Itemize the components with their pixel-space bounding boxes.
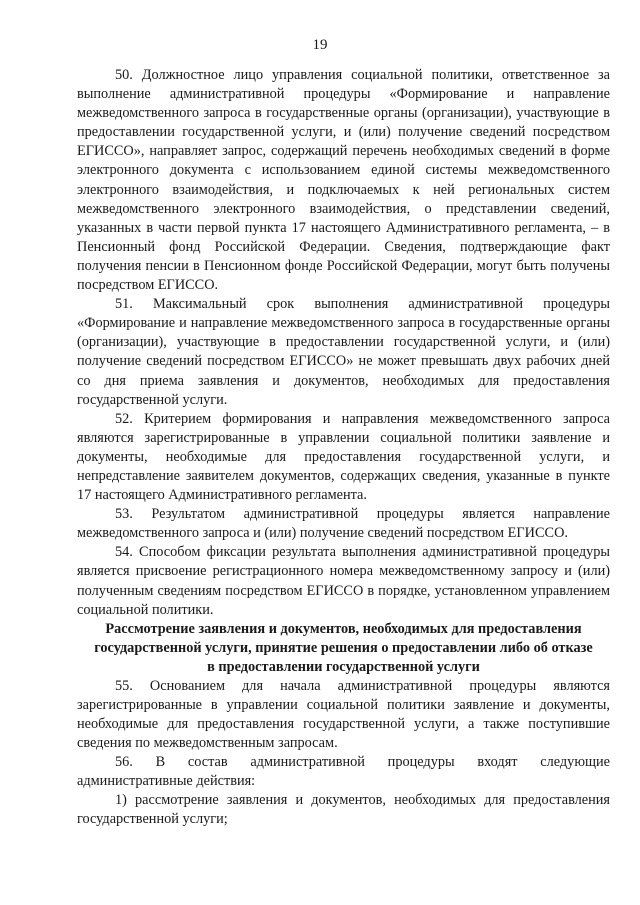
document-body: [77, 66, 610, 829]
paragraph-51: 51. Максимальный срок выполнения административной процедуры «Формирование и направление межведомственного запроса в государственные органы (организации), участвующие в предоставлении государственной услуги, и (или) получение сведений посредством ЕГИССО» не может превышать двух рабочих дней со дня приема заявления и документов, необходимых для предоставления государственной услуги.: [77, 296, 610, 408]
section-heading: [77, 620, 610, 677]
page-number: 19: [312, 37, 328, 53]
list-item-1: 1) рассмотрение заявления и документов, необходимых для предоставления государственной услуги;: [77, 792, 610, 828]
paragraph-50: 50. Должностное лицо управления социальной политики, ответственное за выполнение административной процедуры «Формирование и направление межведомственного запроса в государственные органы (организации), участвующие в предоставлении государственной услуги, и (или) получение сведений посредством ЕГИССО», направляет запрос, содержащий перечень необходимых сведений в форме электронного документа с использованием единой системы межведомственного электронного взаимодействия, и подключаемых к ней региональных систем межведомственного электронного взаимодействия, о представлении сведений, указанных в части первой пункта 17 настоящего Административного регламента, – в Пенсионный фонд Российской Федерации. Сведения, подтверждающие факт получения пенсии в Пенсионном фонде Российской Федерации, могут быть получены посредством ЕГИССО.: [77, 67, 610, 294]
section-heading-line-2: государственной услуги, принятие решения о предоставлении либо об отказе: [94, 639, 593, 656]
paragraph-52: 52. Критерием формирования и направления межведомственного запроса являются зарегистрированные в управлении социальной политики заявление и документы, необходимые для предоставления государственной услуги, и непредставление заявителем документов, содержащих сведения, указанные в пункте 17 настоящего Административного регламента.: [77, 410, 610, 504]
paragraph-53: 53. Результатом административной процедуры является направление межведомственного запроса и (или) получение сведений посредством ЕГИССО.: [77, 506, 610, 542]
section-heading-line-3: в предоставлении государственной услуги: [207, 658, 480, 675]
paragraph-54: 54. Способом фиксации результата выполнения административной процедуры является присвоение регистрационного номера межведомственному запросу и (или) полученным сведениям посредством ЕГИССО в порядке, установленном управлением социальной политики.: [77, 544, 610, 618]
paragraph-55: 55. Основанием для начала административной процедуры являются зарегистрированные в управлении социальной политики заявление и документы, необходимые для предоставления государственной услуги, а также поступившие сведения по межведомственным запросам.: [77, 677, 610, 751]
paragraph-56: 56. В состав административной процедуры входят следующие административные действия:: [77, 754, 610, 790]
section-heading-line-1: Рассмотрение заявления и документов, необходимых для предоставления: [105, 620, 582, 637]
